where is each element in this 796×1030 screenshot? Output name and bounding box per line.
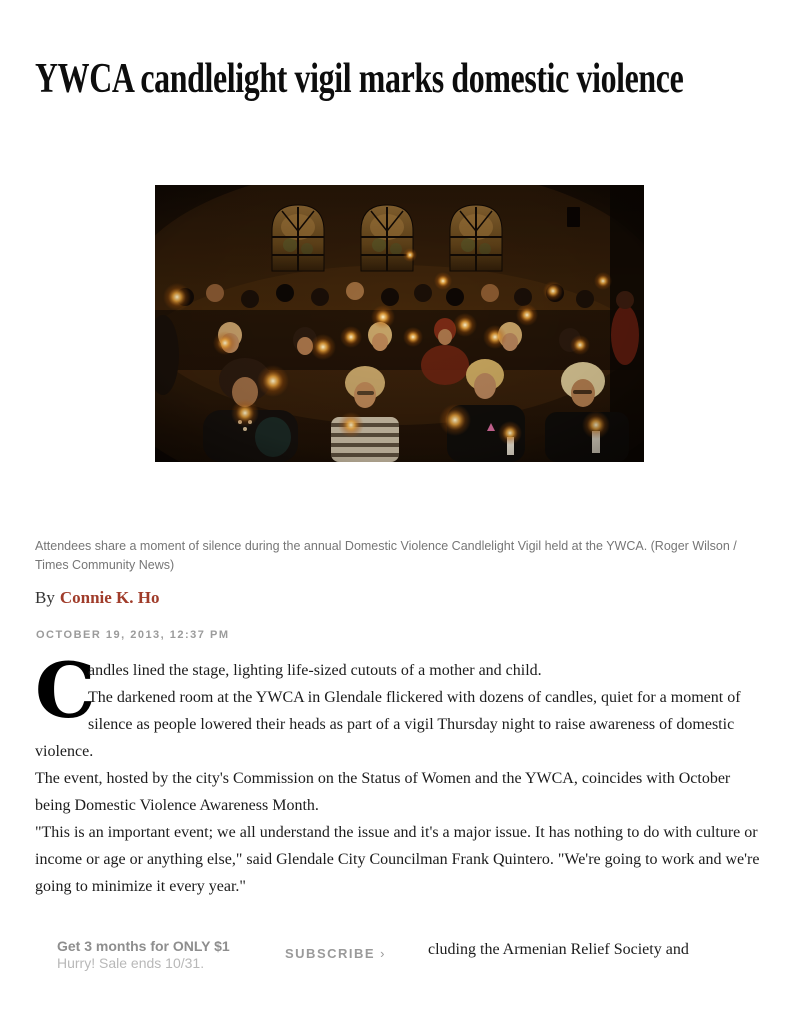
- subscribe-banner: [0, 930, 796, 992]
- subscription-offer[interactable]: [57, 938, 230, 971]
- article-photo: [155, 185, 644, 462]
- paragraph-1-text: andles lined the stage, lighting life-sized cutouts of a mother and child.: [88, 662, 542, 679]
- vigil-photo-illustration: [155, 185, 644, 462]
- article-body: [35, 646, 766, 900]
- byline-prefix: By: [35, 588, 55, 607]
- author-link[interactable]: Connie K. Ho: [59, 588, 160, 607]
- article-paragraph-3: The event, hosted by the city's Commission on the Status of Women and the YWCA, coincides with October being Domestic Violence Awareness Month.: [35, 770, 731, 814]
- drop-cap: C: [35, 646, 96, 735]
- article-paragraph-4: "This is an important event; we all understand the issue and it's a major issue. It has nothing to do with culture or income or age or anything else," said Glendale City Councilman Frank Quintero. "We're going to work and we're going to minimize it every year.": [35, 824, 760, 895]
- subscribe-button[interactable]: [285, 946, 384, 961]
- chevron-right-icon: ›: [380, 946, 385, 961]
- article-paragraph-partial: cluding the Armenian Relief Society and: [428, 941, 689, 958]
- photo-caption: Attendees share a moment of silence during the annual Domestic Violence Candlelight Vigil held at the YWCA. (Roger Wilson / Times Community News): [35, 539, 737, 572]
- subscribe-label: SUBSCRIBE: [285, 946, 376, 961]
- article-date: OCTOBER 19, 2013, 12:37 PM: [36, 629, 230, 641]
- article-headline: YWCA candlelight vigil marks domestic violence: [35, 56, 684, 102]
- offer-urgency: Hurry! Sale ends 10/31.: [57, 955, 205, 971]
- offer-headline: Get 3 months for ONLY $1: [57, 938, 230, 954]
- article-paragraph-2: The darkened room at the YWCA in Glendale flickered with dozens of candles, quiet for a moment of silence as people lowered their heads as part of a vigil Thursday night to raise awareness of domestic violence.: [35, 689, 741, 760]
- byline: [35, 588, 160, 608]
